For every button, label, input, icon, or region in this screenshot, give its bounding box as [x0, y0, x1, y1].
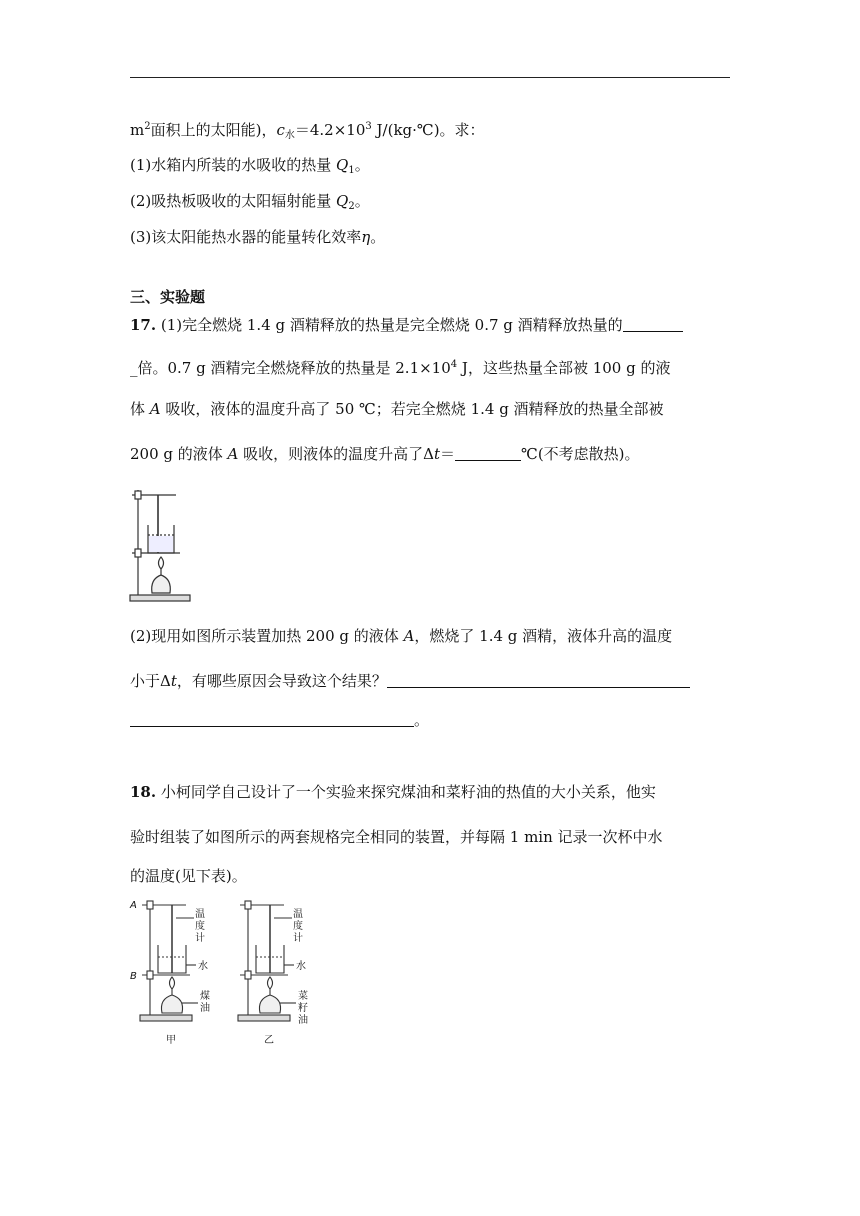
- stand-base: [130, 595, 190, 601]
- water-label-right: 水: [296, 961, 306, 972]
- q16-item-2: (2)吸热板吸收的太阳辐射能量 $Q_2$。: [130, 192, 370, 212]
- fuel-label-right: 菜 籽 油: [298, 991, 308, 1026]
- fuel-label-left: 煤 油: [200, 991, 210, 1014]
- q17-apparatus-figure: [128, 485, 208, 605]
- caption-yi: 乙: [264, 1035, 274, 1046]
- q18-line-2: 验时组装了如图所示的两套规格完全相同的装置，并每隔 1 min 记录一次杯中水: [130, 828, 663, 846]
- q17-part2-line-2: 小于Δt，有哪些原因会导致这个结果？: [130, 671, 730, 691]
- apparatus-yi: [238, 901, 296, 1021]
- water-label-left: 水: [198, 961, 208, 972]
- q18-apparatus-figure: [126, 895, 326, 1050]
- q17-line-4: 200 g 的液体 A 吸收，则液体的温度升高了Δt＝ ℃(不考虑散热)。: [130, 445, 640, 463]
- q18-line-1: 18. 小柯同学自己设计了一个实验来探究煤油和菜籽油的热值的大小关系，他实: [130, 783, 656, 801]
- q17-blank-1[interactable]: [623, 317, 683, 332]
- q17-answer-blank-2[interactable]: [130, 712, 414, 727]
- q17-line-1: 17. (1)完全燃烧 1.4 g 酒精释放的热量是完全燃烧 0.7 g 酒精释放热量的: [130, 315, 730, 335]
- q18-line-3: 的温度(见下表)。: [130, 867, 247, 885]
- q17-line-3: 体 A 吸收，液体的温度升高了 50 ℃；若完全燃烧 1.4 g 酒精释放的热量全部被: [130, 400, 664, 418]
- label-A: A: [130, 900, 137, 911]
- q17-part2-line-1: (2)现用如图所示装置加热 200 g 的液体 A，燃烧了 1.4 g 酒精，液体升高的温度: [130, 627, 673, 645]
- apparatus-jia: [140, 901, 198, 1021]
- caption-jia: 甲: [166, 1035, 176, 1046]
- q16-item-1: (1)水箱内所装的水吸收的热量 $Q_1$。: [130, 156, 370, 176]
- q17-line-2: _倍。0.7 g 酒精完全燃烧释放的热量是 $2.1\times 10^4$ J，这些热量全部被 100 g 的液: [130, 359, 671, 377]
- label-B: B: [130, 971, 137, 982]
- header-rule: [130, 77, 730, 78]
- q17-blank-2[interactable]: [455, 446, 521, 461]
- q16-item-3: (3)该太阳能热水器的能量转化效率η。: [130, 228, 386, 246]
- section-heading: 三、实验题: [130, 288, 206, 306]
- thermo-label-left: 温 度 计: [195, 909, 205, 944]
- q16-constant-line: $m^2$面积上的太阳能)，$c_水=4.2\times 10^3$ J/(kg·℃)。求：: [130, 121, 485, 141]
- q17-part2-line-3: 。: [130, 710, 730, 730]
- alcohol-lamp: [152, 575, 171, 593]
- thermo-label-right: 温 度 计: [293, 909, 303, 944]
- q17-answer-blank-1[interactable]: [387, 673, 690, 688]
